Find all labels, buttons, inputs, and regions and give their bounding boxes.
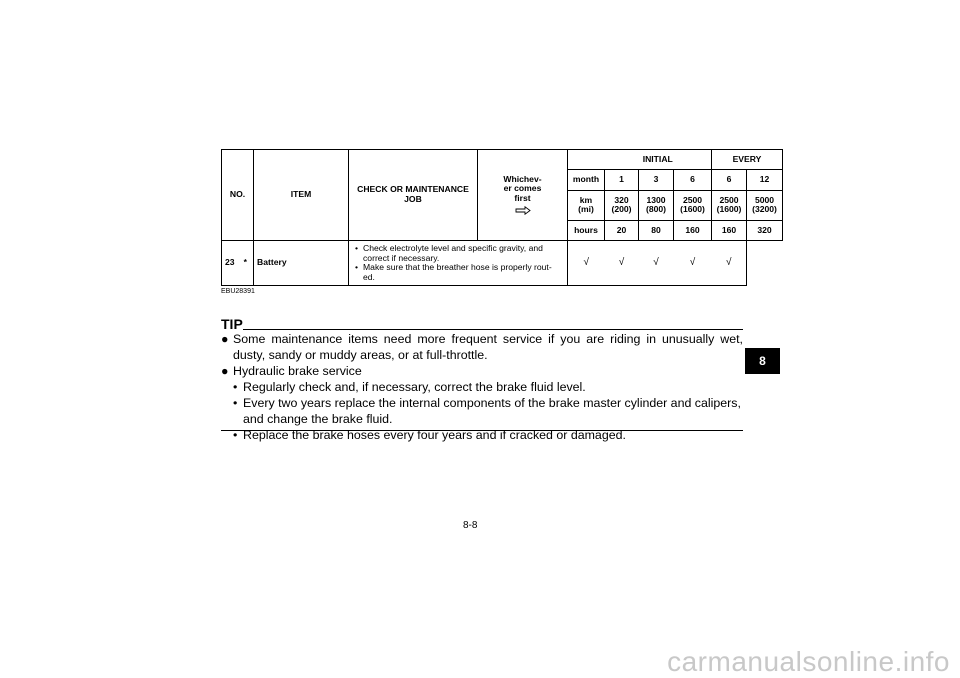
tip-body: [221, 331, 743, 443]
tip-end-rule: [221, 430, 743, 431]
interval-cell: 2500 (1600): [674, 190, 712, 220]
tip-sub-bullet-text: Regularly check and, if necessary, correct the brake fluid level.: [243, 380, 586, 394]
table-row: [222, 241, 783, 286]
tip-rule: [243, 329, 743, 330]
tip-sub-bullet-text: Replace the brake hoses every four years and if cracked or damaged.: [243, 428, 626, 442]
row-number: 23: [222, 241, 238, 286]
section-code: EBU28391: [221, 288, 255, 295]
header-row-label: month: [568, 170, 605, 190]
maintenance-table: [221, 149, 783, 286]
bullet-dot-icon: ●: [221, 364, 229, 378]
bullet-icon: •: [233, 428, 238, 442]
header-check-job: CHECK OR MAINTENANCE JOB: [349, 150, 478, 241]
check-mark: √: [568, 241, 605, 286]
chapter-tab: 8: [745, 348, 780, 374]
bullet-dot-icon: ●: [221, 332, 229, 346]
interval-cell: 320: [747, 220, 783, 240]
header-no: NO.: [222, 150, 254, 241]
tip-bullet: [221, 331, 743, 363]
interval-cell: 80: [639, 220, 674, 240]
interval-cell: 1300 (800): [639, 190, 674, 220]
tip-header: [221, 316, 743, 332]
interval-cell: 3: [639, 170, 674, 190]
tip-bullet-text: Hydraulic brake service: [233, 364, 362, 378]
bullet-icon: •: [233, 380, 238, 394]
tip-bullet: [221, 363, 743, 379]
tip-sub-bullet: [233, 395, 743, 427]
page-number: 8-8: [463, 520, 478, 531]
tip-sub-bullet-text: Every two years replace the internal components of the brake master cylinder and calipers, and change the brake fluid.: [243, 396, 741, 426]
row-check-job: [349, 241, 568, 286]
check-mark: √: [712, 241, 747, 286]
header-initial: INITIAL: [605, 150, 712, 170]
bullet-icon: •: [233, 396, 238, 410]
interval-cell: 1: [605, 170, 639, 190]
interval-cell: 6: [674, 170, 712, 190]
check-mark: √: [639, 241, 674, 286]
tip-sub-bullet: [233, 379, 743, 395]
interval-cell: 5000 (3200): [747, 190, 783, 220]
interval-cell: 320 (200): [605, 190, 639, 220]
row-item: Battery: [254, 241, 349, 286]
row-star: *: [238, 241, 254, 286]
check-item: • Make sure that the breather hose is properly rout-ed.: [355, 263, 563, 282]
interval-cell: 20: [605, 220, 639, 240]
interval-cell: 160: [674, 220, 712, 240]
header-whichever: [478, 150, 568, 241]
check-item: • Check electrolyte level and specific gravity, and correct if necessary.: [355, 244, 563, 263]
tip-title: TIP: [221, 316, 243, 332]
interval-cell: 12: [747, 170, 783, 190]
tip-bullet-text: Some maintenance items need more frequent service if you are riding in unusually wet, dusty, sandy or muddy areas, or at full-throttle.: [233, 332, 743, 362]
interval-cell: 6: [712, 170, 747, 190]
check-mark: √: [674, 241, 712, 286]
interval-cell: 160: [712, 220, 747, 240]
watermark: carmanualsonline.info: [667, 646, 950, 677]
interval-cell: 2500 (1600): [712, 190, 747, 220]
header-item: ITEM: [254, 150, 349, 241]
header-whichever-label: Whichev-er comes first: [503, 173, 542, 203]
header-every: EVERY: [712, 150, 783, 170]
header-row-label: hours: [568, 220, 605, 240]
right-arrow-icon: [515, 206, 531, 215]
check-mark: √: [605, 241, 639, 286]
header-row-label: km (mi): [568, 190, 605, 220]
